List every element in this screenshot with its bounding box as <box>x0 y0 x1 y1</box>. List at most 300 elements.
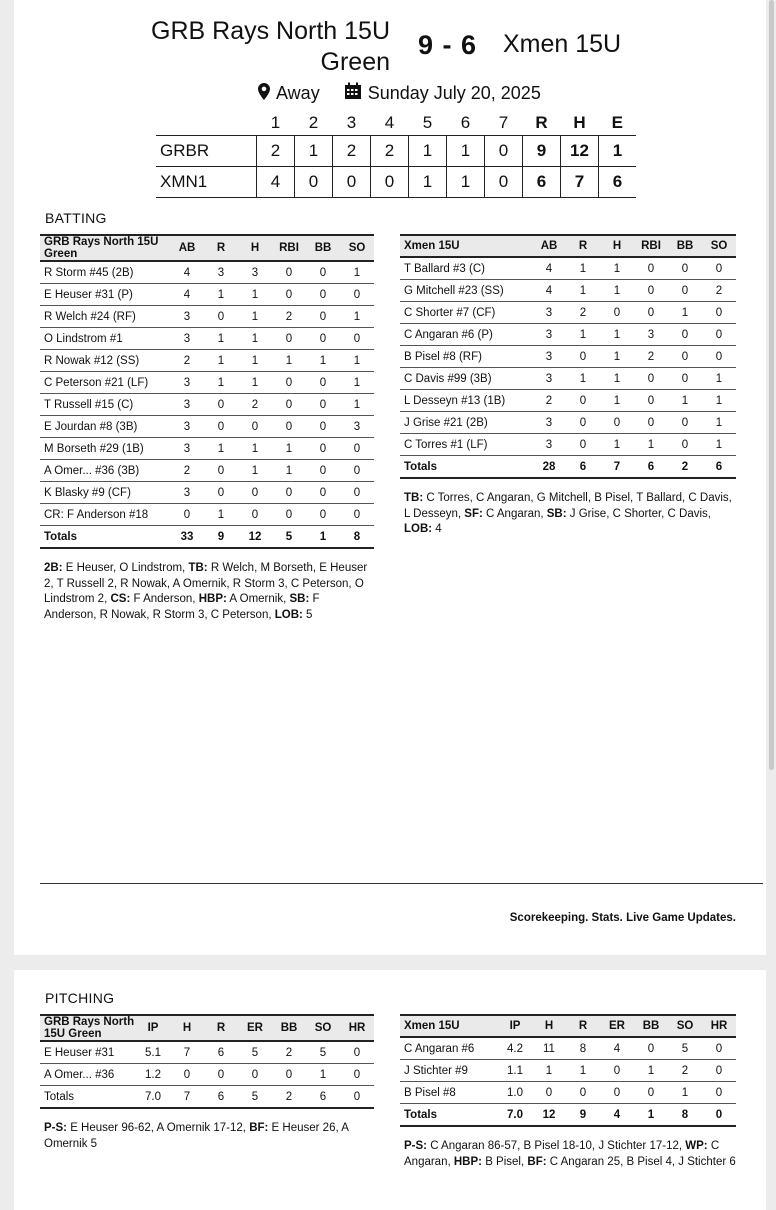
stat-cell: 0 <box>204 1064 238 1086</box>
player-name: K Blasky #9 (CF) <box>40 482 170 504</box>
stat-cell: 1 <box>600 434 634 456</box>
note-text: C Angaran, <box>482 507 547 520</box>
player-row <box>40 482 374 504</box>
player-row <box>400 434 736 456</box>
note-text: 4 <box>432 523 442 535</box>
stat-cell: 1 <box>238 284 272 306</box>
away-pitching-notes <box>400 1139 736 1170</box>
stat-col-header: HR <box>702 1015 736 1037</box>
linescore-row <box>156 167 636 198</box>
note-label: BF: <box>527 1155 547 1168</box>
totals-cell: 5 <box>238 1086 272 1109</box>
player-row <box>400 1060 736 1082</box>
totals-cell: 4 <box>600 1104 634 1127</box>
player-name: C Torres #1 (LF) <box>400 434 532 456</box>
stat-col-header: SO <box>340 235 374 261</box>
stat-cell: 0 <box>306 306 340 328</box>
totals-cell: 12 <box>238 526 272 549</box>
stat-cell: 1 <box>668 390 702 412</box>
stat-col-header: SO <box>702 235 736 257</box>
linescore-r: 6 <box>523 167 561 198</box>
stat-cell: 3 <box>170 394 204 416</box>
totals-cell: 2 <box>272 1086 306 1109</box>
stat-cell: 5 <box>238 1041 272 1064</box>
totals-cell: 33 <box>170 526 204 549</box>
stat-cell: 4 <box>532 257 566 280</box>
player-name: C Davis #99 (3B) <box>400 368 532 390</box>
note-label: SB: <box>546 507 567 520</box>
stat-cell: 3 <box>532 324 566 346</box>
stat-cell: 5 <box>668 1037 702 1060</box>
player-name: T Ballard #3 (C) <box>400 257 532 280</box>
note-label: TB: <box>188 562 208 574</box>
stat-cell: 0 <box>238 482 272 504</box>
stat-cell: 11 <box>532 1037 566 1060</box>
player-name: C Angaran #6 <box>400 1037 498 1060</box>
stat-cell: 0 <box>566 346 600 368</box>
stat-cell: 2 <box>272 1041 306 1064</box>
stat-col-header: H <box>238 235 272 261</box>
stat-cell: 0 <box>272 284 306 306</box>
stat-cell: 1 <box>238 460 272 482</box>
stat-cell: 0 <box>272 482 306 504</box>
team-header: GRB Rays North 15U Green <box>40 1015 136 1041</box>
player-row <box>400 368 736 390</box>
stat-cell: 0 <box>272 1064 306 1086</box>
home-batting-notes <box>40 561 374 623</box>
stat-cell: 0 <box>272 261 306 284</box>
team-header: Xmen 15U <box>400 235 532 257</box>
player-row <box>40 416 374 438</box>
note-text: C Angaran 25, B Pisel 4, J Stichter 6 <box>546 1155 736 1168</box>
totals-cell: 12 <box>532 1104 566 1127</box>
stat-col-header: ER <box>600 1015 634 1037</box>
stat-cell: 6 <box>204 1041 238 1064</box>
note-text: F Anderson, <box>130 593 199 605</box>
home-pitching-block <box>40 1014 374 1152</box>
col-header: E <box>611 112 623 132</box>
stat-cell: 0 <box>668 412 702 434</box>
player-name: R Storm #45 (2B) <box>40 261 170 284</box>
col-header: 4 <box>384 112 395 132</box>
stat-cell: 1.2 <box>136 1064 170 1086</box>
home-batting-table <box>40 234 374 549</box>
stat-cell: 1 <box>340 350 374 372</box>
stat-header-row <box>40 235 374 261</box>
totals-label: Totals <box>400 456 532 479</box>
stat-cell: 1 <box>600 257 634 280</box>
stat-cell: 0 <box>600 1060 634 1082</box>
player-name: A Omer... #36 <box>40 1064 136 1086</box>
totals-cell: 6 <box>566 456 600 479</box>
note-text: C Angaran, <box>404 1140 720 1168</box>
stat-cell: 0 <box>204 482 238 504</box>
note-text: R Welch, M Borseth, E Heuser 2, T Russell 2, R Nowak, A Omernik, R Storm 3, C Peterson, O Lindstrom 2, <box>44 562 368 605</box>
stat-cell: 1 <box>702 390 736 412</box>
stat-cell: 4 <box>170 261 204 284</box>
scrollbar[interactable] <box>769 0 774 770</box>
totals-row <box>400 456 736 479</box>
stat-cell: 0 <box>634 412 668 434</box>
player-name: T Russell #15 (C) <box>40 394 170 416</box>
totals-cell: 0 <box>340 1086 374 1109</box>
note-label: TB: <box>404 492 424 504</box>
stat-cell: 3 <box>170 482 204 504</box>
stat-cell: 0 <box>702 346 736 368</box>
player-name: L Desseyn #13 (1B) <box>400 390 532 412</box>
stat-cell: 1 <box>702 368 736 390</box>
stat-cell: 0 <box>272 416 306 438</box>
stat-cell: 1 <box>566 257 600 280</box>
stat-cell: 0 <box>306 460 340 482</box>
stat-cell: 1 <box>668 302 702 324</box>
inning-score: 2 <box>257 136 295 167</box>
totals-cell: 6 <box>306 1086 340 1109</box>
totals-row <box>400 1104 736 1127</box>
col-header: H <box>573 112 586 132</box>
stat-cell: 1 <box>566 324 600 346</box>
note-text: E Heuser 96-62, A Omernik 17-12, <box>67 1122 250 1134</box>
player-row <box>400 390 736 412</box>
col-header: R <box>535 112 548 132</box>
stat-cell: 1 <box>204 284 238 306</box>
stat-cell: 1 <box>634 1060 668 1082</box>
stat-cell: 0 <box>566 1082 600 1104</box>
totals-cell: 28 <box>532 456 566 479</box>
home-pitching-table <box>40 1014 374 1109</box>
totals-row <box>40 1086 374 1109</box>
stat-col-header: BB <box>306 235 340 261</box>
note-label: WP: <box>685 1140 708 1152</box>
stat-cell: 3 <box>532 412 566 434</box>
note-label: CS: <box>110 593 131 605</box>
player-row <box>400 1082 736 1104</box>
player-row <box>40 350 374 372</box>
inning-score: 1 <box>447 136 485 167</box>
totals-cell: 1 <box>306 526 340 549</box>
stat-cell: 0 <box>668 434 702 456</box>
player-name: C Angaran #6 (P) <box>400 324 532 346</box>
stat-cell: 0 <box>340 1041 374 1064</box>
player-row <box>400 412 736 434</box>
stat-cell: 0 <box>634 390 668 412</box>
stat-cell: 0 <box>238 416 272 438</box>
stat-col-header: HR <box>340 1015 374 1041</box>
stat-col-header: H <box>170 1015 204 1041</box>
stat-cell: 2 <box>532 390 566 412</box>
stat-cell: 1 <box>566 280 600 302</box>
stat-cell: 1 <box>204 372 238 394</box>
col-header: 6 <box>460 112 471 132</box>
stat-cell: 0 <box>272 372 306 394</box>
note-label: SB: <box>289 593 310 605</box>
player-name: B Pisel #8 (RF) <box>400 346 532 368</box>
totals-cell: 8 <box>668 1104 702 1127</box>
stat-cell: 1 <box>238 438 272 460</box>
away-team-name: Xmen 15U <box>503 30 622 58</box>
stat-col-header: H <box>600 235 634 257</box>
stat-col-header: AB <box>170 235 204 261</box>
stat-cell: 0 <box>634 257 668 280</box>
stat-cell: 1 <box>634 434 668 456</box>
player-row <box>40 328 374 350</box>
stat-cell: 0 <box>634 280 668 302</box>
stat-cell: 0 <box>600 302 634 324</box>
note-label: P-S: <box>44 1122 67 1134</box>
stat-cell: 0 <box>238 1064 272 1086</box>
stat-cell: 2 <box>566 302 600 324</box>
note-text: C Torres, C Angaran, G Mitchell, B Pisel, T Ballard, C Davis, L Desseyn, <box>404 492 732 520</box>
stat-cell: 7 <box>170 1041 204 1064</box>
totals-label: Totals <box>40 526 170 549</box>
linescore-e: 6 <box>599 167 637 198</box>
note-text: F Anderson, R Nowak, R Storm 3, C Peterson, <box>44 593 320 621</box>
inning-score: 0 <box>371 167 409 198</box>
note-text: E Heuser 26, A Omernik 5 <box>44 1122 349 1150</box>
note-text: E Heuser, O Lindstrom, <box>62 562 189 574</box>
away-batting-table <box>400 234 736 479</box>
calendar-icon <box>344 82 362 105</box>
totals-label: Totals <box>40 1086 136 1109</box>
note-label: HBP: <box>198 593 227 605</box>
stat-cell: 1 <box>272 460 306 482</box>
inning-score: 0 <box>485 167 523 198</box>
stat-cell: 3 <box>170 438 204 460</box>
inning-score: 0 <box>333 167 371 198</box>
pitching-section-title: PITCHING <box>45 990 115 1006</box>
player-row <box>40 1064 374 1086</box>
stat-cell: 3 <box>532 302 566 324</box>
inning-score: 2 <box>333 136 371 167</box>
stat-col-header: ER <box>238 1015 272 1041</box>
stat-cell: 1 <box>702 412 736 434</box>
stat-header-row <box>400 1015 736 1037</box>
team-header: GRB Rays North 15U Green <box>40 235 170 261</box>
totals-label: Totals <box>400 1104 498 1127</box>
totals-cell: 2 <box>668 456 702 479</box>
player-name: M Borseth #29 (1B) <box>40 438 170 460</box>
stat-cell: 1 <box>340 372 374 394</box>
stat-col-header: RBI <box>272 235 306 261</box>
stat-cell: 1 <box>566 1060 600 1082</box>
stat-cell: 1 <box>668 1082 702 1104</box>
linescore-row <box>156 136 636 167</box>
stat-cell: 1.1 <box>498 1060 532 1082</box>
stat-cell: 0 <box>238 504 272 526</box>
stat-cell: 0 <box>306 328 340 350</box>
stat-col-header: SO <box>668 1015 702 1037</box>
stat-col-header: SO <box>306 1015 340 1041</box>
stat-cell: 0 <box>272 394 306 416</box>
stat-cell: 0 <box>306 482 340 504</box>
stat-cell: 3 <box>532 368 566 390</box>
stat-cell: 0 <box>340 328 374 350</box>
stat-cell: 0 <box>566 434 600 456</box>
player-row <box>400 302 736 324</box>
player-row <box>400 346 736 368</box>
game-location: Away <box>276 83 320 103</box>
totals-cell: 5 <box>272 526 306 549</box>
player-name: C Shorter #7 (CF) <box>400 302 532 324</box>
stat-col-header: R <box>566 235 600 257</box>
inning-score: 4 <box>257 167 295 198</box>
stat-cell: 2 <box>170 350 204 372</box>
stat-cell: 3 <box>170 416 204 438</box>
home-team-name: GRB Rays North 15U Green <box>151 17 390 76</box>
stat-cell: 0 <box>634 1082 668 1104</box>
col-header: 3 <box>346 112 357 132</box>
stat-cell: 1 <box>340 394 374 416</box>
stat-cell: 0 <box>204 460 238 482</box>
stat-cell: 0 <box>306 438 340 460</box>
inning-score: 1 <box>409 167 447 198</box>
footer-tagline: Scorekeeping. Stats. Live Game Updates. <box>509 912 736 924</box>
stat-cell: 0 <box>668 257 702 280</box>
stat-cell: 1.0 <box>498 1082 532 1104</box>
stat-cell: 1 <box>306 1064 340 1086</box>
player-row <box>40 1041 374 1064</box>
note-text: C Angaran 86-57, B Pisel 18-10, J Stichter 17-12, <box>427 1140 686 1152</box>
stat-cell: 0 <box>306 394 340 416</box>
linescore-team: XMN1 <box>160 172 208 191</box>
stat-cell: 3 <box>170 306 204 328</box>
stat-cell: 0 <box>634 368 668 390</box>
stat-cell: 0 <box>340 1064 374 1086</box>
stat-cell: 0 <box>532 1082 566 1104</box>
stat-col-header: BB <box>668 235 702 257</box>
linescore-e: 1 <box>599 136 637 167</box>
player-row <box>40 372 374 394</box>
stat-cell: 0 <box>340 284 374 306</box>
stat-cell: 2 <box>702 280 736 302</box>
totals-cell: 9 <box>204 526 238 549</box>
stat-cell: 0 <box>340 460 374 482</box>
totals-cell: 7 <box>170 1086 204 1109</box>
stat-col-header: RBI <box>634 235 668 257</box>
home-batting-block <box>40 234 374 623</box>
stat-cell: 0 <box>306 416 340 438</box>
stat-cell: 0 <box>340 504 374 526</box>
stat-col-header: R <box>566 1015 600 1037</box>
player-name: A Omer... #36 (3B) <box>40 460 170 482</box>
totals-row <box>40 526 374 549</box>
stat-cell: 1 <box>600 346 634 368</box>
stat-cell: 2 <box>272 306 306 328</box>
inning-score: 0 <box>485 136 523 167</box>
stat-cell: 0 <box>634 1037 668 1060</box>
stat-cell: 2 <box>238 394 272 416</box>
player-name: G Mitchell #23 (SS) <box>400 280 532 302</box>
stat-cell: 0 <box>668 368 702 390</box>
stat-cell: 2 <box>170 460 204 482</box>
stats-page-2 <box>14 970 766 1210</box>
note-text: J Grise, C Shorter, C Davis, <box>566 507 712 520</box>
player-row <box>40 284 374 306</box>
player-row <box>400 324 736 346</box>
totals-cell: 6 <box>702 456 736 479</box>
stat-cell: 0 <box>566 412 600 434</box>
player-name: R Welch #24 (RF) <box>40 306 170 328</box>
stat-cell: 3 <box>340 416 374 438</box>
player-name: E Heuser #31 (P) <box>40 284 170 306</box>
player-row <box>40 394 374 416</box>
stat-cell: 1 <box>702 434 736 456</box>
player-name: O Lindstrom #1 <box>40 328 170 350</box>
stat-cell: 0 <box>566 390 600 412</box>
totals-cell: 6 <box>634 456 668 479</box>
page-divider <box>40 883 763 884</box>
inning-score: 0 <box>295 167 333 198</box>
stat-header-row <box>400 235 736 257</box>
stat-col-header: BB <box>634 1015 668 1037</box>
totals-cell: 1 <box>634 1104 668 1127</box>
note-label: LOB: <box>404 523 433 535</box>
stat-cell: 1 <box>600 368 634 390</box>
stat-cell: 0 <box>340 482 374 504</box>
stat-cell: 1 <box>272 438 306 460</box>
player-name: J Stichter #9 <box>400 1060 498 1082</box>
player-row <box>40 504 374 526</box>
stat-cell: 0 <box>702 1060 736 1082</box>
stat-cell: 0 <box>702 324 736 346</box>
player-name: B Pisel #8 <box>400 1082 498 1104</box>
stat-cell: 4.2 <box>498 1037 532 1060</box>
stat-cell: 1 <box>204 438 238 460</box>
linescore-header <box>156 110 636 136</box>
stat-cell: 1 <box>600 280 634 302</box>
totals-cell: 6 <box>204 1086 238 1109</box>
stat-cell: 0 <box>634 302 668 324</box>
player-name: R Nowak #12 (SS) <box>40 350 170 372</box>
stat-cell: 0 <box>204 306 238 328</box>
stat-cell: 0 <box>306 504 340 526</box>
stat-col-header: IP <box>136 1015 170 1041</box>
stat-cell: 1 <box>204 350 238 372</box>
stat-cell: 0 <box>170 1064 204 1086</box>
stat-cell: 5 <box>306 1041 340 1064</box>
team-header: Xmen 15U <box>400 1015 498 1037</box>
inning-score: 1 <box>409 136 447 167</box>
stat-cell: 0 <box>668 280 702 302</box>
stat-cell: 0 <box>702 302 736 324</box>
totals-cell: 0 <box>702 1104 736 1127</box>
note-label: SF: <box>464 507 483 520</box>
stat-cell: 4 <box>600 1037 634 1060</box>
note-label: P-S: <box>404 1140 427 1152</box>
player-row <box>40 438 374 460</box>
stat-cell: 2 <box>668 1060 702 1082</box>
linescore-h: 12 <box>561 136 599 167</box>
stat-col-header: AB <box>532 235 566 257</box>
note-label: LOB: <box>274 608 303 621</box>
note-text: B Pisel, <box>482 1155 528 1168</box>
stat-cell: 0 <box>702 257 736 280</box>
stat-cell: 4 <box>170 284 204 306</box>
player-name: E Jourdan #8 (3B) <box>40 416 170 438</box>
player-name: J Grise #21 (2B) <box>400 412 532 434</box>
player-row <box>40 306 374 328</box>
stats-page-1 <box>14 0 766 955</box>
stat-cell: 1 <box>340 306 374 328</box>
player-row <box>400 1037 736 1060</box>
totals-cell: 7 <box>600 456 634 479</box>
player-row <box>400 257 736 280</box>
player-row <box>40 460 374 482</box>
player-name: C Peterson #21 (LF) <box>40 372 170 394</box>
stat-cell: 1 <box>600 390 634 412</box>
stat-cell: 1 <box>566 368 600 390</box>
player-row <box>40 261 374 284</box>
